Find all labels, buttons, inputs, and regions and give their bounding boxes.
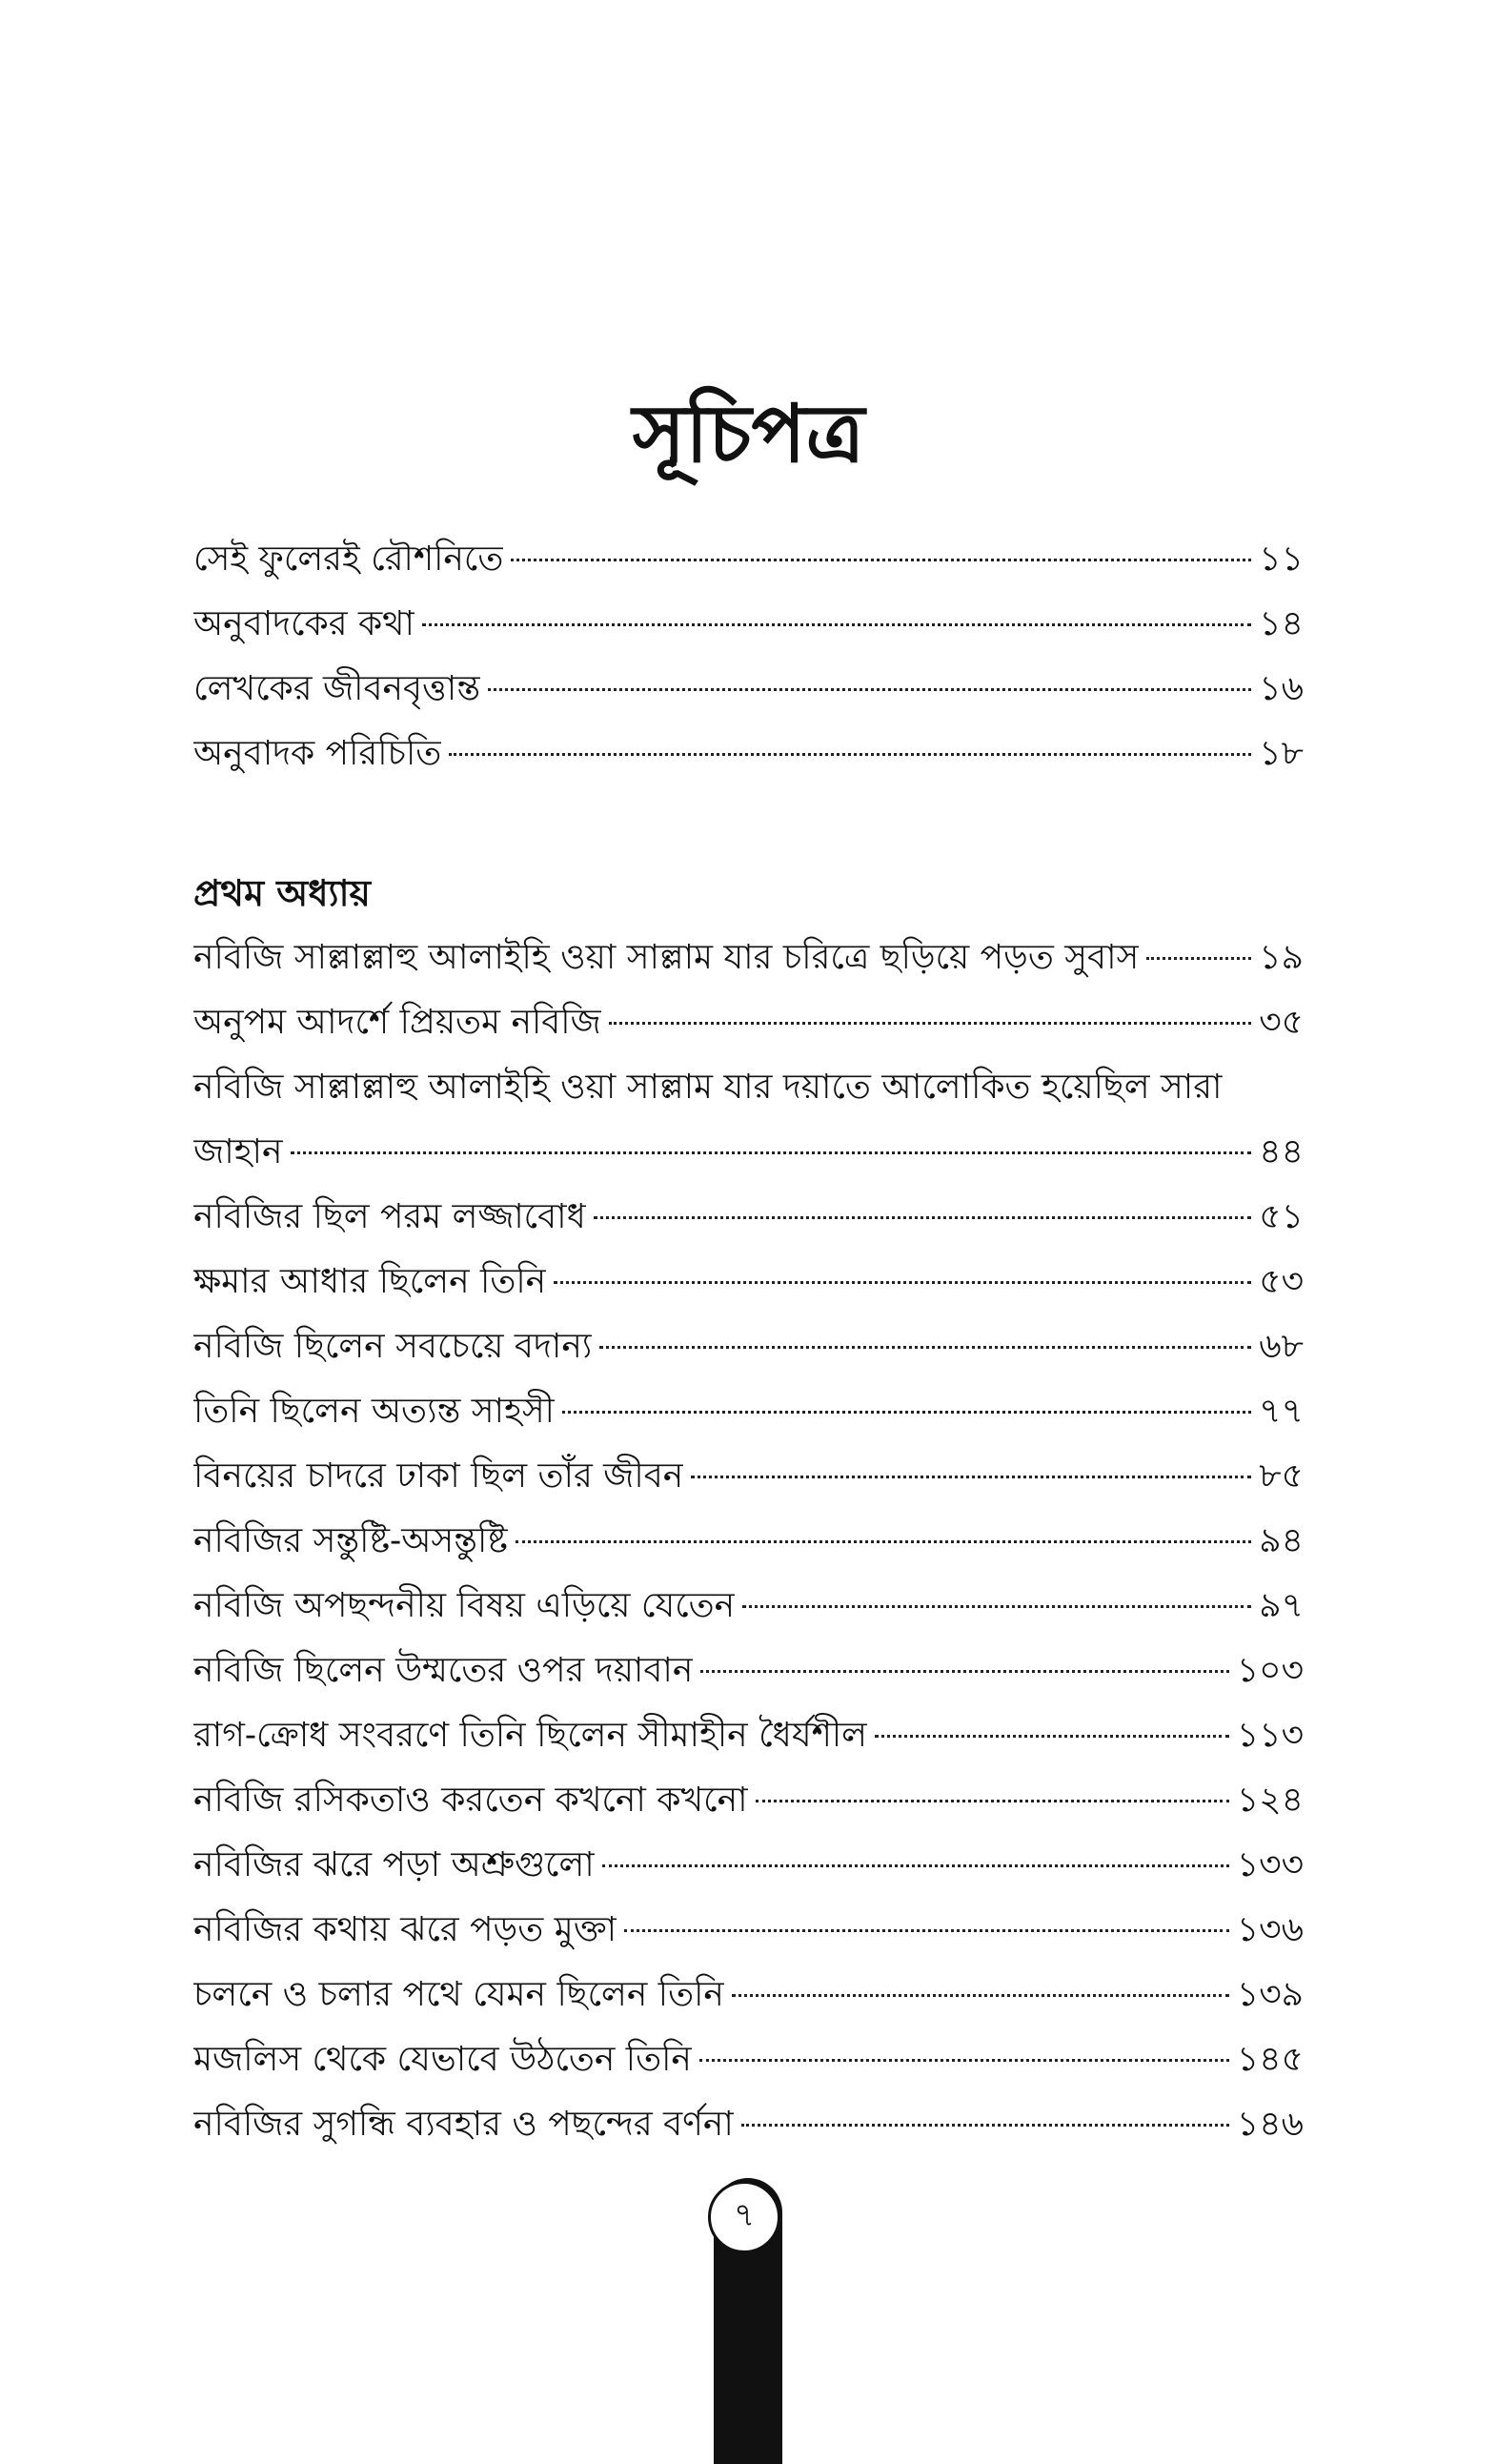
toc-entry-title: অনুপম আদর্শে প্রিয়তম নবিজি xyxy=(193,1003,601,1042)
toc-entry[interactable] xyxy=(193,1185,1304,1250)
chapter-one-list xyxy=(193,861,1304,2157)
toc-entry[interactable] xyxy=(193,1703,1304,1768)
toc-entry-title: নবিজির সন্তুষ্টি-অসন্তুষ্টি xyxy=(193,1521,508,1560)
toc-entry-page: ৭৭ xyxy=(1259,1392,1304,1431)
toc-entry-title: বিনয়ের চাদরে ঢাকা ছিল তাঁর জীবন xyxy=(193,1456,684,1496)
dot-leader xyxy=(602,1864,1229,1867)
dot-leader xyxy=(599,1346,1251,1349)
toc-entry-page: ১৩৯ xyxy=(1236,1975,1304,2014)
toc-entry[interactable] xyxy=(193,657,1304,722)
toc-entry-page: ১১৩ xyxy=(1236,1716,1304,1755)
page-title: সূচিপত্র xyxy=(632,387,865,480)
toc-entry-page: ১৮ xyxy=(1259,734,1304,773)
toc-entry-page: ৩৫ xyxy=(1259,1003,1304,1042)
toc-entry[interactable] xyxy=(193,1574,1304,1639)
toc-entry-title: নবিজির ছিল পরম লজ্জাবোধ xyxy=(193,1197,586,1236)
toc-entry-page: ১৪৬ xyxy=(1236,2105,1304,2144)
toc-entry-title: নবিজি সাল্লাল্লাহু আলাইহি ওয়া সাল্লাম যার চরিত্রে ছড়িয়ে পড়ত সুবাস xyxy=(193,938,1140,977)
toc-entry[interactable] xyxy=(193,1963,1304,2027)
toc-entry[interactable] xyxy=(193,1055,1304,1185)
toc-entry-page: ৯৪ xyxy=(1259,1521,1304,1560)
dot-leader xyxy=(875,1735,1229,1738)
page-number: ৭ xyxy=(733,2195,756,2234)
toc-entry[interactable] xyxy=(193,2027,1304,2092)
toc-entry-title: রাগ-ক্রোধ সংবরণে তিনি ছিলেন সীমাহীন ধৈর্যশীল xyxy=(193,1716,867,1755)
page-number-badge xyxy=(708,2181,780,2253)
toc-entry-page: ১৪৫ xyxy=(1236,2040,1304,2079)
toc-entry-page: ৪৪ xyxy=(1259,1132,1304,1171)
toc-entry-title: নবিজি ছিলেন সবচেয়ে বদান্য xyxy=(193,1327,593,1366)
toc-entry[interactable] xyxy=(193,1768,1304,1833)
toc-entry[interactable] xyxy=(193,1314,1304,1379)
toc-entry-title: তিনি ছিলেন অত্যন্ত সাহসী xyxy=(193,1392,555,1431)
chapter-heading: প্রথম অধ্যায় xyxy=(193,872,371,914)
toc-entry-title: ক্ষমার আধার ছিলেন তিনি xyxy=(193,1262,547,1301)
toc-entry-page: ৯৭ xyxy=(1259,1586,1304,1625)
toc-entry-page: ১৩৬ xyxy=(1236,1910,1304,1949)
dot-leader xyxy=(554,1281,1251,1284)
front-matter-list xyxy=(193,527,1304,786)
toc-entry-page: ১০৩ xyxy=(1236,1651,1304,1690)
toc-entry-title: লেখকের জীবনবৃত্তান্ত xyxy=(193,669,481,708)
toc-entry[interactable] xyxy=(193,1444,1304,1509)
toc-entry[interactable] xyxy=(193,592,1304,657)
toc-entry-page: ১২৪ xyxy=(1236,1781,1304,1820)
dot-leader xyxy=(449,753,1251,756)
toc-entry-title-continued: জাহান xyxy=(193,1132,283,1171)
dot-leader xyxy=(741,2124,1229,2127)
toc-entry-title: নবিজির ঝরে পড়া অশ্রুগুলো xyxy=(193,1845,595,1884)
dot-leader xyxy=(699,2059,1229,2062)
dot-leader xyxy=(594,1216,1251,1219)
toc-entry-page: ৬৮ xyxy=(1259,1327,1304,1366)
toc-entry-page: ১৩৩ xyxy=(1236,1845,1304,1884)
toc-entry[interactable] xyxy=(193,722,1304,786)
dot-leader xyxy=(1146,957,1251,960)
toc-entry-title: নবিজির সুগন্ধি ব্যবহার ও পছন্দের বর্ণনা xyxy=(193,2105,734,2144)
toc-entry-page: ৫৩ xyxy=(1259,1262,1304,1301)
dot-leader xyxy=(742,1605,1251,1608)
toc-entry[interactable] xyxy=(193,926,1304,990)
toc-entry-title: নবিজি অপছন্দনীয় বিষয় এড়িয়ে যেতেন xyxy=(193,1586,736,1625)
toc-entry-title: নবিজি সাল্লাল্লাহু আলাইহি ওয়া সাল্লাম যার দয়াতে আলোকিত হয়েছিল সারা xyxy=(193,1068,1223,1107)
dot-leader xyxy=(488,688,1251,691)
toc-entry-page: ১১ xyxy=(1259,540,1304,579)
toc-entry-page: ১৪ xyxy=(1259,604,1304,643)
toc-entry-title: সেই ফুলেরই রৌশনিতে xyxy=(193,540,504,579)
dot-leader xyxy=(422,623,1251,626)
dot-leader xyxy=(624,1929,1229,1932)
toc-entry-title: নবিজির কথায় ঝরে পড়ত মুক্তা xyxy=(193,1910,617,1949)
dot-leader xyxy=(516,1540,1251,1543)
toc-entry[interactable] xyxy=(193,1379,1304,1444)
toc-entry-title: নবিজি ছিলেন উম্মতের ওপর দয়াবান xyxy=(193,1651,694,1690)
toc-entry[interactable] xyxy=(193,2092,1304,2157)
dot-leader xyxy=(700,1670,1229,1673)
toc-entry-title: নবিজি রসিকতাও করতেন কখনো কখনো xyxy=(193,1781,748,1820)
toc-entry-page: ১৯ xyxy=(1259,938,1304,977)
toc-entry-title: মজলিস থেকে যেভাবে উঠতেন তিনি xyxy=(193,2040,692,2079)
toc-entry-continuation xyxy=(193,1120,1304,1185)
toc-entry-page: ৫১ xyxy=(1259,1197,1304,1236)
dot-leader xyxy=(732,1994,1229,1997)
toc-entry-page: ১৬ xyxy=(1259,669,1304,708)
toc-entry-page: ৮৫ xyxy=(1259,1456,1304,1496)
toc-entry[interactable] xyxy=(193,990,1304,1055)
dot-leader xyxy=(562,1411,1251,1414)
toc-entry[interactable] xyxy=(193,1509,1304,1574)
dot-leader xyxy=(291,1151,1252,1154)
toc-entry[interactable] xyxy=(193,1833,1304,1898)
toc-entry-title: অনুবাদকের কথা xyxy=(193,604,415,643)
dot-leader xyxy=(756,1800,1229,1802)
toc-entry-title: অনুবাদক পরিচিতি xyxy=(193,734,442,773)
toc-entry[interactable] xyxy=(193,1898,1304,1963)
toc-entry[interactable] xyxy=(193,1639,1304,1703)
dot-leader xyxy=(609,1022,1251,1025)
dot-leader xyxy=(691,1476,1251,1478)
dot-leader xyxy=(511,559,1251,561)
toc-entry-title: চলনে ও চলার পথে যেমন ছিলেন তিনি xyxy=(193,1975,724,2014)
toc-entry[interactable] xyxy=(193,1250,1304,1314)
toc-entry[interactable] xyxy=(193,527,1304,592)
